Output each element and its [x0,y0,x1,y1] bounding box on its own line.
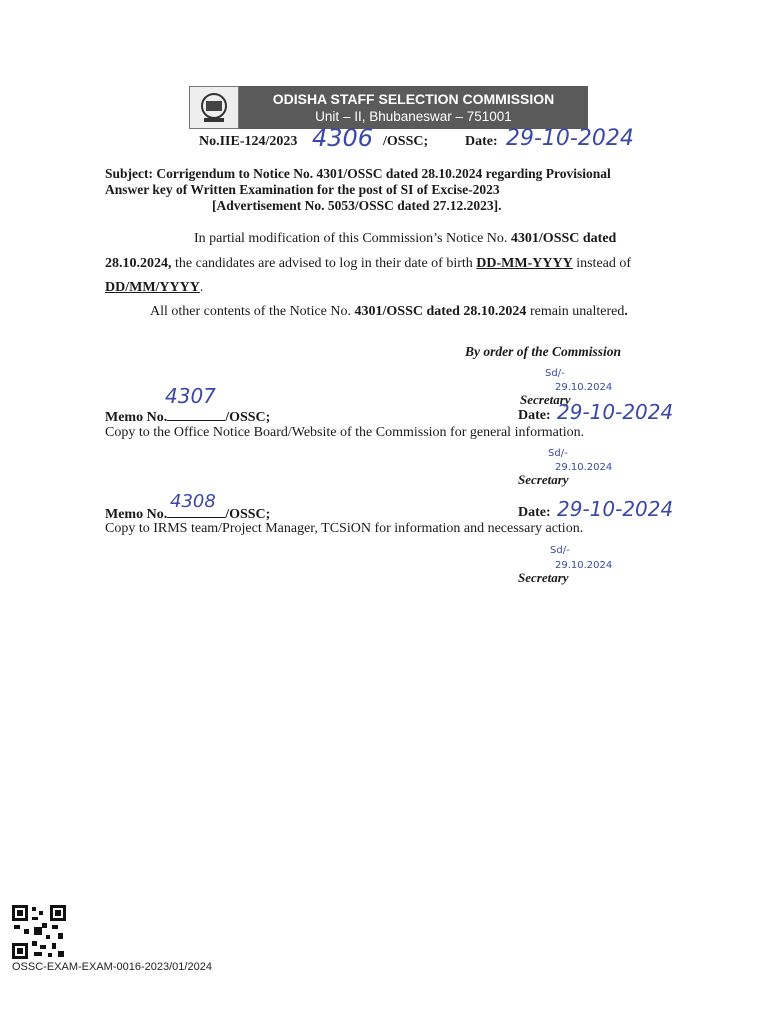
reference-handwritten-number: 4306 [312,124,374,152]
commission-name: ODISHA STAFF SELECTION COMMISSION [272,90,555,107]
handwritten-date: 29-10-2024 [506,126,634,151]
paragraph-1-line-1: In partial modification of this Commission’s Notice No. 4301/OSSC dated [194,231,617,246]
qr-code-icon [12,905,66,959]
reference-suffix: /OSSC; [383,134,429,149]
memo-1-copy-text: Copy to the Office Notice Board/Website of the Commission for general information. [105,425,585,440]
signature-initials-3: Sd/- [550,545,570,556]
signature-date-1: 29.10.2024 [555,382,613,393]
memo-2-copy-text: Copy to IRMS team/Project Manager, TCSiON for information and necessary action. [105,521,584,536]
memo-2-handwritten-date: 29-10-2024 [557,497,674,521]
memo-2-handwritten-number: 4308 [170,491,216,512]
memo-2-date-label: Date: [518,505,551,520]
reference-number-line: No.IIE-124/2023 [199,134,298,149]
letterhead-banner [189,86,588,129]
by-order-text: By order of the Commission [465,344,622,359]
signature-initials-2: Sd/- [548,448,568,459]
subject-line-3: [Advertisement No. 5053/OSSC dated 27.12.2023]. [212,198,502,213]
memo-2-label: Memo No. /OSSC; [105,507,271,522]
subject-line-1: Subject: Corrigendum to Notice No. 4301/OSSC dated 28.10.2024 regarding Provisional [105,166,611,181]
secretary-label-1: Secretary [520,392,571,407]
paragraph-2: All other contents of the Notice No. 4301/OSSC dated 28.10.2024 remain unaltered. [150,304,628,319]
memo-1-date-label: Date: [518,408,551,423]
document-code: OSSC-EXAM-EXAM-0016-2023/01/2024 [12,961,212,973]
memo-1-handwritten-date: 29-10-2024 [557,400,674,424]
state-emblem-icon [189,86,239,129]
signature-initials-1: Sd/- [545,368,565,379]
paragraph-1-line-3: DD/MM/YYYY. [105,280,204,295]
subject-line-2: Answer key of Written Examination for the post of SI of Excise-2023 [105,182,500,197]
paragraph-1-line-2: 28.10.2024, the candidates are advised to log in their date of birth DD-MM-YYYY instead of [105,256,632,271]
memo-1-label: Memo No. /OSSC; [105,410,271,425]
signature-date-2: 29.10.2024 [555,462,613,473]
commission-address: Unit – II, Bhubaneswar – 751001 [315,108,512,124]
secretary-label-3: Secretary [518,570,569,585]
signature-date-3: 29.10.2024 [555,560,613,571]
secretary-label-2: Secretary [518,472,569,487]
memo-1-handwritten-number: 4307 [165,384,216,408]
date-label: Date: [465,134,498,149]
